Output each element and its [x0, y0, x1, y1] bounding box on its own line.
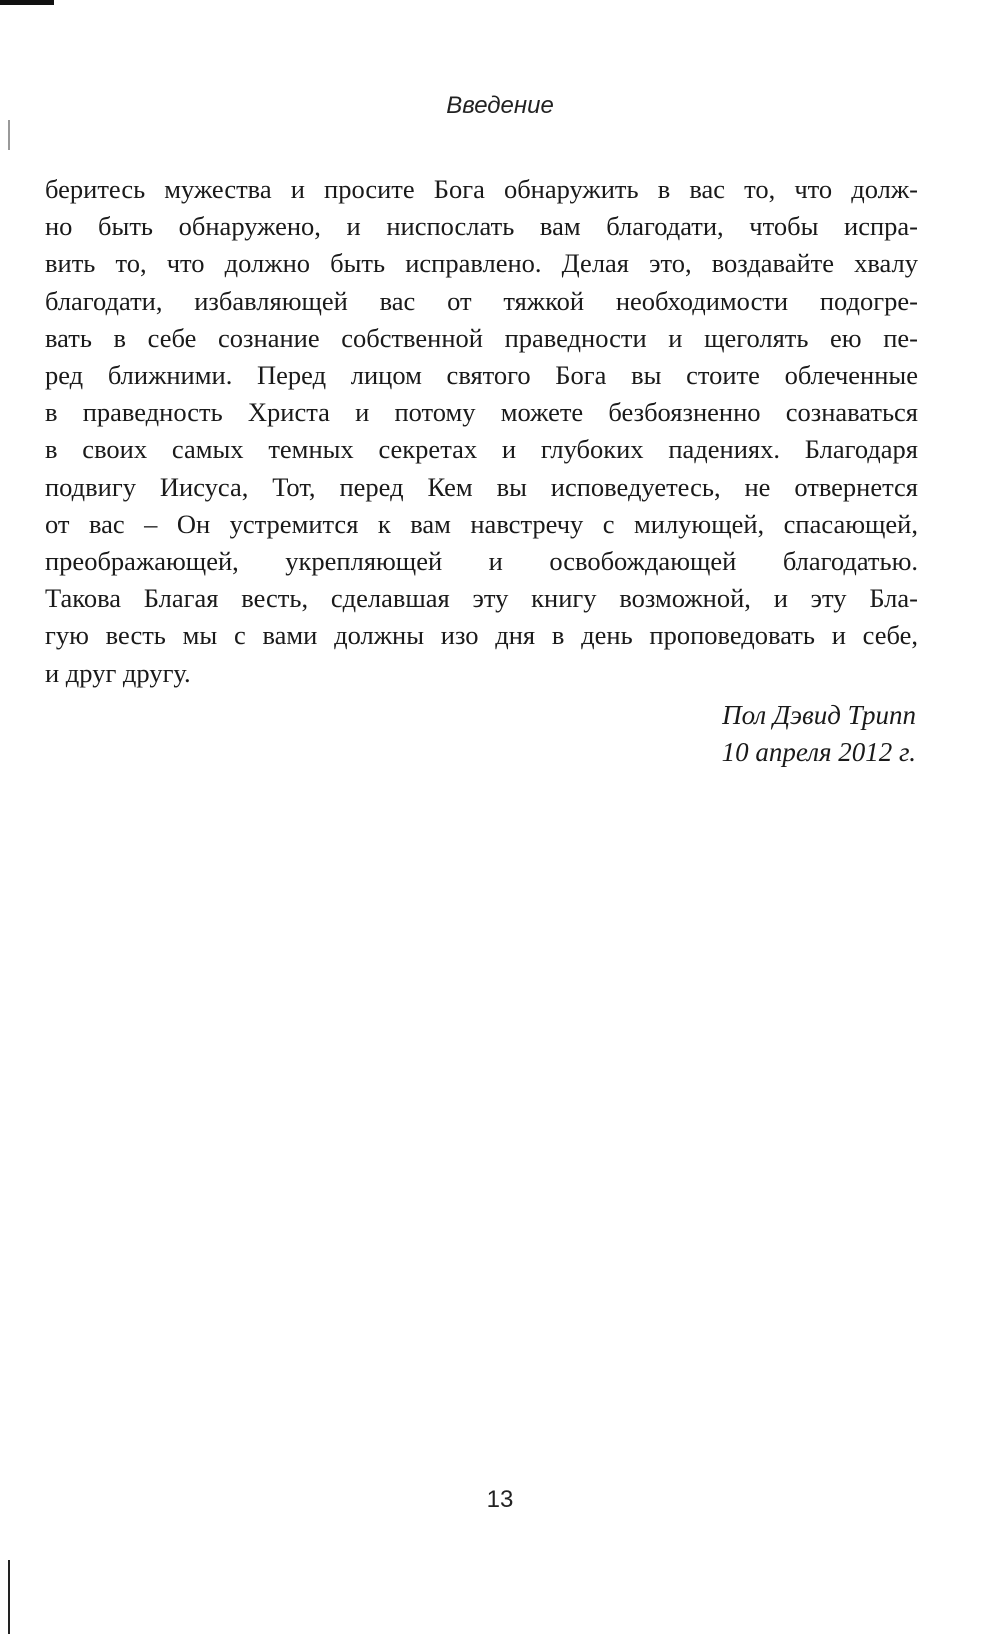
page-number: 13 — [486, 1486, 514, 1513]
text-line: от вас – Он устремится к вам навстречу с милующей, спасающей, — [45, 508, 918, 539]
text-line: благодати, избавляющей вас от тяжкой необходимости подогре- — [45, 285, 918, 316]
text-line: ред ближними. Перед лицом святого Бога вы стоите облеченные — [45, 360, 918, 391]
text-line: в своих самых темных секретах и глубоких падениях. Благодаря — [45, 434, 918, 465]
text-line: беритесь мужества и просите Бога обнаружить в вас то, что долж- — [45, 174, 918, 204]
text-line: подвигу Иисуса, Тот, перед Кем вы исповедуетесь, не отвернется — [45, 471, 918, 502]
signature-author: Пол Дэвид Трипп — [722, 700, 916, 730]
scan-edge-mark-top — [8, 120, 10, 150]
scan-edge-mark-bottom — [8, 1560, 10, 1634]
text-line: но быть обнаружено, и ниспослать вам благодати, чтобы испра- — [45, 211, 918, 242]
text-line: гую весть мы с вами должны изо дня в день проповедовать и себе, — [45, 620, 918, 651]
text-line: преображающей, укрепляющей и освобождающей благодатью. — [45, 546, 918, 577]
body-text — [45, 171, 918, 692]
text-line: в праведность Христа и потому можете безбоязненно сознаваться — [45, 397, 918, 428]
signature-block — [722, 697, 916, 771]
running-head: Введение — [446, 92, 554, 119]
text-line: вать в себе сознание собственной праведности и щеголять ею пе- — [45, 322, 918, 353]
text-line: Такова Благая весть, сделавшая эту книгу возможной, и эту Бла- — [45, 583, 918, 614]
text-line: и друг другу. — [45, 657, 191, 688]
scan-corner-mark — [0, 0, 54, 5]
text-line: вить то, что должно быть исправлено. Делая это, воздавайте хвалу — [45, 248, 918, 279]
signature-date: 10 апреля 2012 г. — [721, 737, 916, 767]
